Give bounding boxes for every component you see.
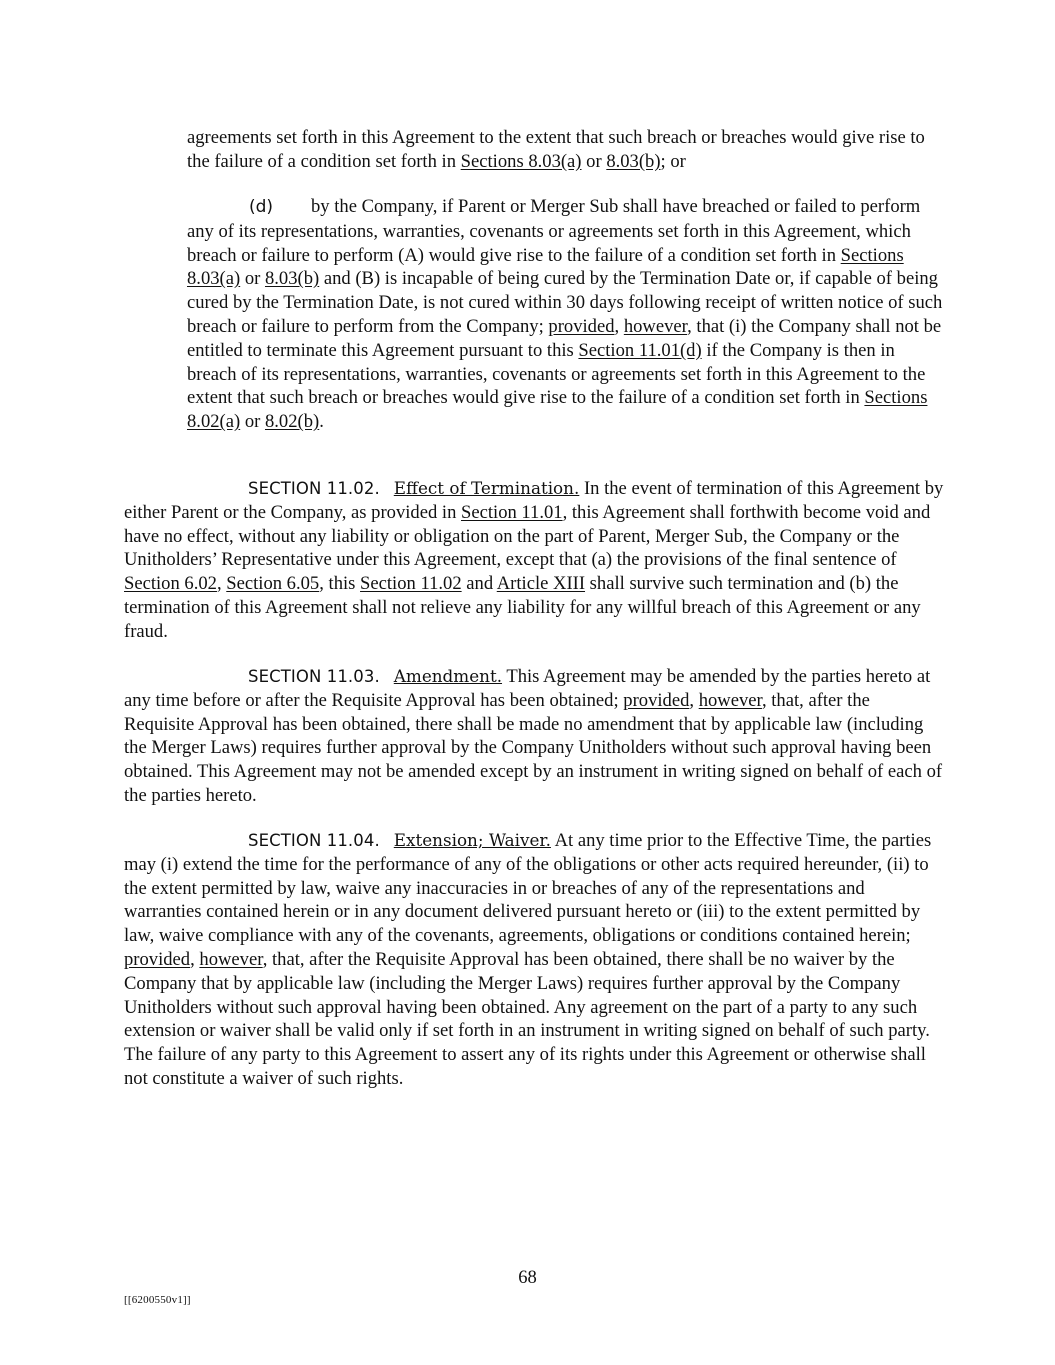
cross-reference: Section 11.01: [461, 501, 563, 523]
text-segment: or: [581, 150, 607, 172]
cross-reference: Section 6.02: [124, 573, 217, 595]
cross-reference: Sections 8.03(a): [187, 244, 904, 290]
text-segment: ,: [216, 573, 227, 595]
emphasis-term: provided: [623, 689, 690, 711]
clause-label: (d): [249, 197, 274, 217]
emphasis-term: however: [623, 315, 688, 337]
cross-reference: Section 11.02: [360, 573, 462, 595]
page-number: 68: [518, 1267, 537, 1288]
text-segment: , this Agreement shall forthwith become void and have no effect, without any liability or obligation on the part of Parent, Merger Sub, the Company or the Unitholders’ Representative under this Agreement, except that (a) the provisions of the final sentence of: [124, 501, 931, 571]
section-number: SECTION 11.03.: [248, 667, 380, 686]
text-segment: and: [461, 573, 497, 595]
paragraph-c-continuation: [187, 126, 947, 174]
section-number: SECTION 11.04.: [248, 831, 380, 850]
text-segment: .: [319, 411, 324, 433]
cross-reference: 8.03(b): [264, 268, 320, 290]
text-segment: or: [240, 268, 265, 290]
text-segment: ,: [689, 689, 699, 711]
cross-reference: Article XIII: [496, 573, 586, 595]
text-segment: if the Company is then in breach of its representations, warranties, covenants or agreements set forth in this Agreement to the extent that such breach or breaches would give rise to the failure of a condition set forth in: [187, 339, 926, 409]
text-segment: ,: [614, 315, 624, 337]
emphasis-term: however: [698, 689, 762, 711]
text-segment: , that, after the Requisite Approval has been obtained, there shall be made no amendment that by applicable law (including the Merger Laws) requires further approval by the Company Unitholders without such approval having been obtained. This Agreement may not be amended except by an instrument in writing signed on behalf of each of the parties hereto.: [124, 689, 943, 806]
document-id: [[6200550v1]]: [124, 1294, 191, 1306]
emphasis-term: however: [199, 948, 263, 970]
text-segment: This Agreement may be amended by the parties hereto at any time before or after the Requisite Approval has been obtained;: [124, 666, 931, 711]
cross-reference: Section 6.05: [226, 573, 320, 595]
paragraph-d: [187, 195, 947, 434]
section-11-02: [124, 477, 944, 644]
section-title: Effect of Termination.: [393, 478, 580, 498]
text-segment: , that, after the Requisite Approval has been obtained, there shall be no waiver by the Company that by applicable law (including the Merger Laws) requires further approval by the Company Unitholders without such approval having been obtained. Any agreement on the part of a party to any such extension or waiver shall be valid only if set forth in an instrument in writing signed on behalf of such party. The failure of any party to this Agreement to assert any of its rights under this Agreement or otherwise shall not constitute a waiver of such rights.: [124, 948, 930, 1089]
emphasis-term: provided: [548, 315, 615, 337]
cross-reference: Section 11.01(d): [578, 339, 702, 361]
text-segment: , this: [319, 573, 361, 595]
cross-reference: 8.02(b): [264, 411, 320, 433]
cross-reference: 8.03(b): [606, 150, 661, 172]
cross-reference: Sections 8.02(a): [187, 387, 928, 433]
section-11-03: [124, 665, 944, 808]
text-segment: by the Company, if Parent or Merger Sub shall have breached or failed to perform any of its representations, warranties, covenants or agreements set forth in this Agreement, which breach or failure to perform (A) would give rise to the failure of a condition set forth in: [187, 196, 921, 266]
cross-reference: Sections 8.03(a): [460, 150, 582, 172]
text-segment: , that (i) the Company shall not be entitled to terminate this Agreement pursuant to this: [187, 315, 942, 361]
text-segment: shall survive such termination and (b) the termination of this Agreement shall not relieve any liability for any willful breach of this Agreement or any fraud.: [124, 573, 921, 642]
text-segment: or: [240, 411, 265, 433]
text-segment: and (B) is incapable of being cured by the Termination Date or, if capable of being cured by the Termination Date, is not cured within 30 days following receipt of written notice of such breach or failure to perform from the Company;: [187, 268, 943, 337]
section-11-04: [124, 829, 944, 1091]
text-segment: At any time prior to the Effective Time, the parties may (i) extend the time for the performance of any of the obligations or other acts required hereunder, (ii) to the extent permitted by law, waive any inaccuracies in or breaches of any of the representations and warranties contained herein or in any document delivered pursuant hereto or (iii) to the extent permitted by law, waive compliance with any of the covenants, agreements, obligations or conditions contained herein;: [124, 830, 932, 947]
section-number: SECTION 11.02.: [248, 479, 380, 498]
section-title: Extension; Waiver.: [393, 830, 551, 850]
text-segment: ,: [190, 948, 200, 970]
section-title: Amendment.: [393, 666, 503, 686]
emphasis-term: provided: [124, 948, 191, 970]
text-segment: In the event of termination of this Agreement by either Parent or the Company, as provided in: [124, 478, 944, 523]
text-segment: ; or: [660, 150, 686, 172]
text-segment: agreements set forth in this Agreement to the extent that such breach or breaches would give rise to the failure of a condition set forth in: [187, 127, 925, 172]
